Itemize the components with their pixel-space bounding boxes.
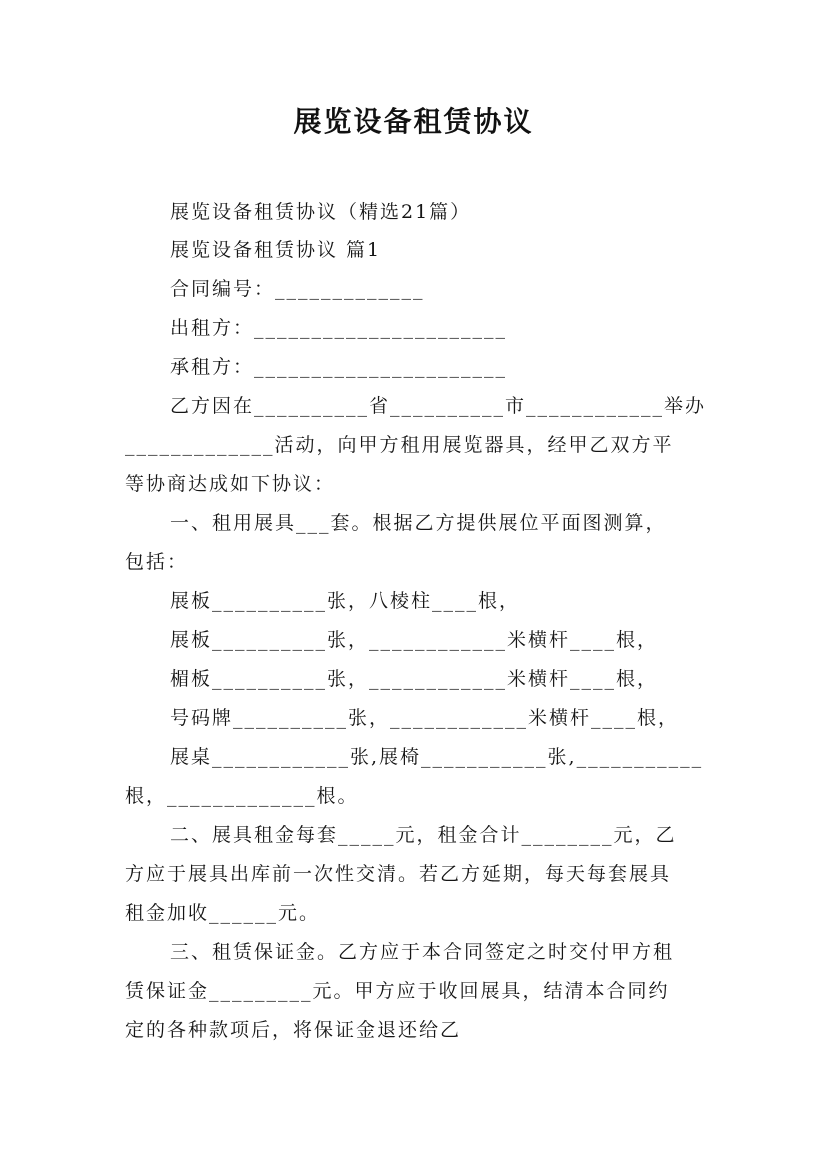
- clause-2-line: 租金加收______元。: [125, 902, 321, 924]
- clause-1-line: 一、租用展具___套。根据乙方提供展位平面图测算，: [170, 512, 667, 534]
- paragraph-line: 乙方因在__________省__________市____________举办: [170, 395, 707, 417]
- contract-number-line: 合同编号：_____________: [170, 278, 425, 300]
- section-heading: 展览设备租赁协议 篇1: [170, 239, 382, 261]
- clause-3-line: 三、租赁保证金。乙方应于本合同签定之时交付甲方租: [170, 941, 675, 963]
- clause-3-line: 赁保证金_________元。甲方应于收回展具，结清本合同约: [125, 980, 670, 1002]
- clause-2-line: 二、展具租金每套_____元，租金合计________元，乙: [170, 824, 677, 846]
- item-line: 展板__________张，八棱柱____根，: [170, 590, 521, 612]
- item-line: 展桌____________张,展椅___________张,___________: [170, 746, 704, 768]
- paragraph-line: 等协商达成如下协议：: [125, 473, 336, 495]
- item-line: 号码牌__________张，____________米横杆____根，: [170, 707, 680, 729]
- clause-2-line: 方应于展具出库前一次性交清。若乙方延期，每天每套展具: [125, 863, 672, 885]
- document-title: 展览设备租赁协议: [293, 105, 534, 138]
- item-line: 展板__________张，____________米横杆____根，: [170, 629, 659, 651]
- clause-3-line: 定的各种款项后，将保证金退还给乙: [125, 1019, 462, 1041]
- clause-1-line: 包括：: [125, 551, 189, 573]
- item-line: 楣板__________张，____________米横杆____根，: [170, 668, 659, 690]
- subtitle-line: 展览设备租赁协议（精选21篇）: [170, 201, 472, 223]
- lessee-line: 承租方：______________________: [170, 356, 508, 378]
- paragraph-line: _____________活动，向甲方租用展览器具，经甲乙双方平: [125, 434, 674, 456]
- item-line: 根，_____________根。: [125, 785, 359, 807]
- lessor-line: 出租方：______________________: [170, 317, 508, 339]
